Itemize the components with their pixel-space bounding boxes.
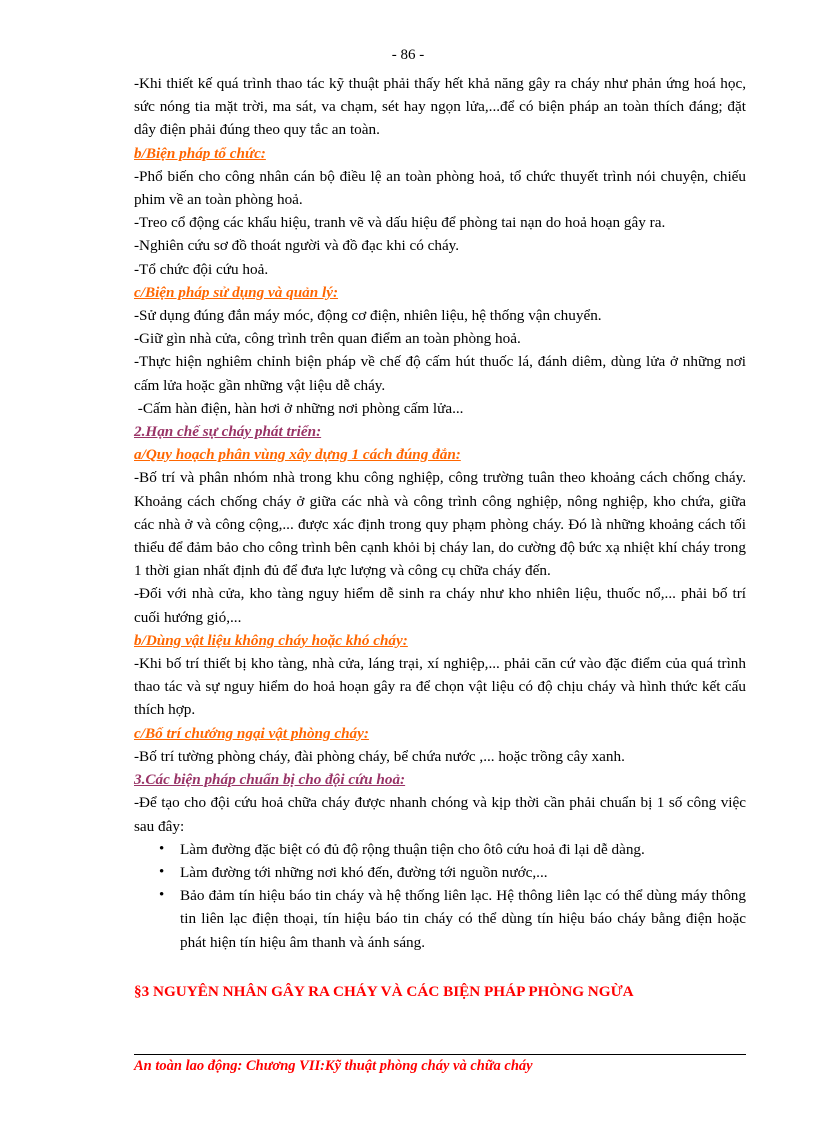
- heading-text: 2.Hạn chế sự cháy phát triển:: [134, 423, 322, 441]
- paragraph: -Bố trí tường phòng cháy, đài phòng cháy, bể chứa nước ,... hoặc trồng cây xanh.: [134, 747, 625, 765]
- list-item: • Làm đường đặc biệt có đủ độ rộng thuận tiện cho ôtô cứu hoả đi lại dễ dàng.: [180, 838, 746, 861]
- footer-text: An toàn lao động: Chương VII:Kỹ thuật phòng cháy và chữa cháy: [134, 1058, 533, 1074]
- heading-firefighter-preparation: [134, 768, 746, 791]
- bullet-list: [134, 838, 746, 954]
- paragraph: -Để tạo cho đội cứu hoả chữa cháy được nhanh chóng và kịp thời cần phải chuẩn bị 1 số công việc sau đây:: [134, 794, 746, 835]
- paragraph: -Nghiên cứu sơ đồ thoát người và đồ đạc khi có cháy.: [134, 237, 460, 255]
- subheading-text: a/Quy hoạch phân vùng xây dựng 1 cách đúng đắn:: [134, 446, 461, 464]
- page-number: - 86 -: [391, 47, 425, 63]
- paragraph: -Khi thiết kế quá trình thao tác kỹ thuật phải thấy hết khả năng gây ra cháy như phản ứng hoá học, sức nóng tia mặt trời, ma sát, va chạm, sét hay ngọn lửa,...để có biện pháp an toàn thích đáng; đặt dây điện phải đúng theo quy tắc an toàn.: [134, 75, 746, 139]
- page-content: [134, 72, 746, 1003]
- subheading-materials: [134, 629, 746, 652]
- section-title: §3 NGUYÊN NHÂN GÂY RA CHÁY VÀ CÁC BIỆN PHÁP PHÒNG NGỪA: [134, 982, 634, 1000]
- paragraph: -Bố trí và phân nhóm nhà trong khu công nghiệp, công trường tuân theo khoảng cách chống cháy. Khoảng cách chống cháy ở giữa các nhà và công trình công nghiệp, nông nghiệp, kho chứa, giữa các nhà ở và công cộng,... được xác định trong quy phạm phòng cháy. Đó là những khoảng cách tối thiểu để đảm bảo cho công trình bên cạnh khỏi bị cháy lan, do cường độ bức xạ nhiệt khí cháy trong 1 thời gian nhất định đủ để đưa lực lượng và công cụ chữa cháy đến.: [134, 469, 746, 580]
- subheading-usage-management: [134, 281, 746, 304]
- subheading-text: b/Biện pháp tổ chức:: [134, 144, 266, 162]
- footer-divider: [134, 1054, 746, 1055]
- heading-text: 3.Các biện pháp chuẩn bị cho đội cứu hoả:: [134, 771, 406, 789]
- paragraph: -Treo cổ động các khẩu hiệu, tranh vẽ và dấu hiệu để phòng tai nạn do hoả hoạn gây ra.: [134, 214, 666, 232]
- subheading-organizational-measures: [134, 142, 746, 165]
- paragraph: -Giữ gìn nhà cửa, công trình trên quan điểm an toàn phòng hoả.: [134, 330, 521, 348]
- subheading-obstacles: [134, 722, 746, 745]
- paragraph: -Khi bố trí thiết bị kho tàng, nhà cửa, láng trại, xí nghiệp,... phải căn cứ vào đặc điểm của quá trình thao tác và sự nguy hiểm do hoả hoạn gây ra để chọn vật liệu có độ chịu cháy và hình thức kết cấu thích hợp.: [134, 655, 746, 719]
- paragraph: -Sử dụng đúng đắn máy móc, động cơ điện, nhiên liệu, hệ thống vận chuyển.: [134, 307, 602, 325]
- list-item: • Làm đường tới những nơi khó đến, đường tới nguồn nước,...: [180, 861, 746, 884]
- paragraph: -Thực hiện nghiêm chỉnh biện pháp về chế độ cấm hút thuốc lá, đánh diêm, dùng lửa ở những nơi cấm lửa hoặc gần những vật liệu dễ cháy.: [134, 353, 746, 394]
- paragraph: -Đối với nhà cửa, kho tàng nguy hiểm dễ sinh ra cháy như kho nhiên liệu, thuốc nổ,... phải bố trí cuối hướng gió,...: [134, 585, 746, 626]
- subheading-text: b/Dùng vật liệu không cháy hoặc khó cháy:: [134, 631, 408, 649]
- list-item: • Bảo đảm tín hiệu báo tin cháy và hệ thống liên lạc. Hệ thông liên lạc có thể dùng máy thông tin liên lạc điện thoại, tín hiệu báo tin cháy có thể dùng tín hiệu báo cháy bằng điện hoặc phát hiện tín hiệu âm thanh và ánh sáng.: [180, 884, 746, 954]
- heading-limit-fire-spread: [134, 420, 746, 443]
- subheading-zoning: [134, 443, 746, 466]
- subheading-text: c/Biện pháp sử dụng và quản lý:: [134, 283, 339, 301]
- paragraph: -Phổ biến cho công nhân cán bộ điều lệ an toàn phòng hoả, tổ chức thuyết trình nói chuyện, chiếu phim về an toàn phòng hoả.: [134, 167, 746, 209]
- paragraph: -Tổ chức đội cứu hoả.: [134, 260, 269, 278]
- paragraph: -Cấm hàn điện, hàn hơi ở những nơi phòng cấm lửa...: [134, 399, 464, 417]
- subheading-text: c/Bố trí chướng ngại vật phòng cháy:: [134, 724, 369, 742]
